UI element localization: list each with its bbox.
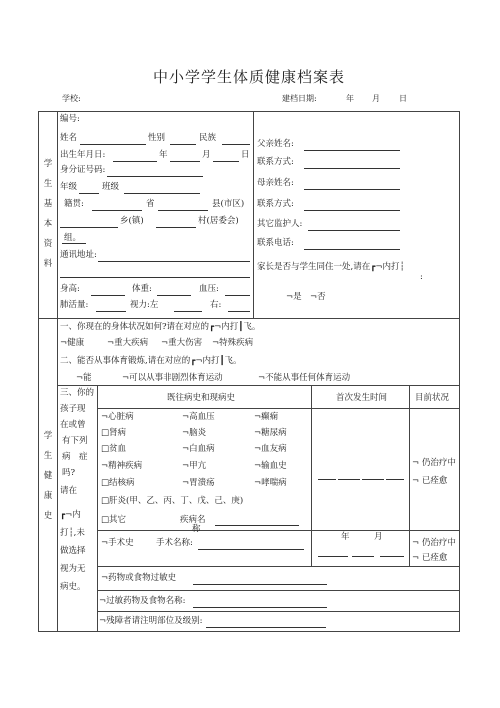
archive-date-label: 建档日期: — [282, 94, 317, 103]
disease-name-label: 疾病名 — [180, 515, 206, 525]
disease-tuberculosis-checkbox[interactable]: □结核病 — [101, 478, 135, 488]
vision-left-field[interactable] — [174, 311, 202, 312]
disease-anemia-checkbox[interactable]: □贫血 — [101, 444, 127, 454]
disease-gastric-ulcer-checkbox[interactable]: ¬胃溃疡 — [182, 478, 215, 488]
lung-capacity-label: 肺活量: — [60, 300, 89, 310]
surgery-name-label: 手术名称: — [156, 538, 193, 548]
village-label: 村(居委会) — [198, 216, 239, 226]
vision-right-label: 右: — [210, 300, 222, 310]
q1-healthy-checkbox[interactable]: ¬健康 — [60, 338, 85, 348]
cohabit-yes-checkbox[interactable]: ¬是 — [286, 292, 302, 302]
surgery-under-treatment-checkbox[interactable]: ¬ 仍治疗中 — [412, 538, 456, 548]
surgery-recovered-checkbox[interactable]: ¬ 已痊愈 — [412, 553, 448, 563]
class-field[interactable] — [124, 193, 200, 194]
disease-name-label-2: 称 — [192, 524, 201, 534]
id-field[interactable] — [107, 176, 203, 177]
bp-field[interactable] — [225, 295, 250, 296]
disease-encephalitis-checkbox[interactable]: ¬脑炎 — [182, 428, 207, 438]
disease-name-field[interactable] — [215, 525, 299, 526]
disease-hemophilia-checkbox[interactable]: ¬血友病 — [254, 444, 287, 454]
ethnicity-field[interactable] — [222, 144, 250, 145]
mother-name-field[interactable] — [304, 189, 400, 190]
gender-field[interactable] — [170, 144, 196, 145]
grade-field[interactable] — [79, 193, 99, 194]
health-history-section-label: 学生健康史 — [43, 431, 53, 521]
address-label: 通讯地址: — [60, 250, 97, 260]
disease-diabetes-checkbox[interactable]: ¬糖尿病 — [254, 428, 287, 438]
province-field[interactable] — [92, 210, 142, 211]
disability-label: ¬残障者请注明部位及级别: — [99, 616, 203, 626]
surgery-month-field[interactable] — [352, 556, 374, 557]
serial-label: 编号: — [60, 114, 80, 124]
origin-label: 籍贯: — [64, 199, 84, 209]
guardian-phone-field[interactable] — [304, 249, 400, 250]
q1-major-injury-checkbox[interactable]: ¬重大伤害 — [161, 338, 203, 348]
allergy-names-label: ¬过敏药物及食物名称: — [99, 596, 186, 606]
q1-major-illness-checkbox[interactable]: ¬重大疾病 — [107, 338, 149, 348]
disease-transfusion-checkbox[interactable]: ¬输血史 — [254, 461, 287, 471]
gender-label: 性别 — [148, 133, 166, 143]
guardian-field[interactable] — [308, 230, 400, 231]
id-label: 身分证号码: — [60, 165, 106, 175]
address-field-line2[interactable] — [60, 277, 250, 278]
status-under-treatment-checkbox[interactable]: ¬ 仍治疗中 — [412, 458, 456, 468]
q2-cannot-checkbox[interactable]: ¬不能从事任何体育运动 — [258, 373, 351, 383]
disease-other-checkbox[interactable]: □其它 — [101, 515, 127, 525]
county-field[interactable] — [158, 210, 208, 211]
birth-month-field[interactable] — [170, 161, 200, 162]
mother-name-label: 母亲姓名: — [257, 178, 294, 188]
surgery-day-field[interactable] — [380, 556, 404, 557]
disease-asthma-checkbox[interactable]: ¬哮喘病 — [254, 478, 287, 488]
cohabit-no-checkbox[interactable]: ¬否 — [310, 292, 326, 302]
father-name-field[interactable] — [304, 150, 400, 151]
onset-day-field[interactable] — [362, 479, 384, 480]
birth-year: 年 — [159, 150, 168, 160]
birth-day-field[interactable] — [213, 161, 239, 162]
lung-capacity-field[interactable] — [96, 311, 126, 312]
weight-label: 体重: — [132, 284, 152, 294]
allergy-history-checkbox[interactable]: ¬药物或食物过敏史 — [101, 573, 177, 583]
school-label: 学校: — [62, 94, 81, 103]
archive-year: 年 — [346, 94, 354, 103]
guardian-phone-label: 联系电话: — [257, 238, 294, 248]
county-label: 县(市区) — [212, 199, 245, 209]
disease-kidney-checkbox[interactable]: □肾病 — [101, 428, 127, 438]
q1-body-status: 一、你现在的身体状况如何?请在对应的┏¬内打┃飞。 — [60, 322, 261, 332]
col-header-disease-history: 既往病史和现病史 — [167, 393, 236, 403]
guardian-label: 其它监护人: — [257, 219, 303, 229]
col-header-current-status: 目前状况 — [415, 393, 450, 403]
archive-month: 月 — [372, 94, 380, 103]
surgery-name-field[interactable] — [198, 549, 304, 550]
q2-non-strenuous-checkbox[interactable]: ¬可以从事非剧烈体育运动 — [122, 373, 223, 383]
status-recovered-checkbox[interactable]: ¬ 已痊愈 — [412, 476, 448, 486]
weight-field[interactable] — [157, 295, 191, 296]
allergy-names-field[interactable] — [193, 607, 327, 608]
father-contact-label: 联系方式: — [257, 157, 294, 167]
disease-leukemia-checkbox[interactable]: ¬白血病 — [182, 444, 215, 454]
disease-mental-checkbox[interactable]: ¬精神疾病 — [101, 461, 143, 471]
height-field[interactable] — [91, 295, 125, 296]
q1-special-disease-checkbox[interactable]: ¬特殊疾病 — [212, 338, 254, 348]
mother-contact-field[interactable] — [304, 210, 400, 211]
father-contact-field[interactable] — [304, 168, 400, 169]
q2-can-checkbox[interactable]: ¬能 — [76, 373, 92, 383]
village-field[interactable] — [156, 227, 196, 228]
birth-year-field[interactable] — [113, 161, 157, 162]
allergy-history-field[interactable] — [193, 584, 327, 585]
cohabit-colon: : — [420, 272, 423, 282]
town-field[interactable] — [60, 227, 118, 228]
town-label: 乡(镇) — [120, 216, 144, 226]
birth-month: 月 — [202, 150, 211, 160]
onset-year-field[interactable] — [318, 479, 336, 480]
disease-heart-checkbox[interactable]: ¬心脏病 — [101, 412, 134, 422]
birth-day: 日 — [241, 150, 250, 160]
disability-field[interactable] — [206, 627, 326, 628]
ethnicity-label: 民族 — [199, 133, 217, 143]
page-title: 中小学学生体质健康档案表 — [153, 68, 346, 86]
surgery-year: 年 — [341, 532, 350, 542]
onset-month-field[interactable] — [338, 479, 360, 480]
disease-epilepsy-checkbox[interactable]: ¬癫痫 — [254, 412, 279, 422]
group-label: 组。 — [64, 233, 82, 243]
mother-contact-label: 联系方式: — [257, 199, 294, 209]
class-label: 班级 — [102, 182, 120, 192]
father-name-label: 父亲姓名: — [257, 139, 294, 149]
surgery-year-field[interactable] — [318, 556, 348, 557]
birth-label: 出生年月日: — [60, 150, 106, 160]
onset-extra-field[interactable] — [386, 479, 404, 480]
name-field[interactable] — [80, 144, 146, 145]
q2-exercise: 二、能否从事体育锻炼,请在对应的┏¬内打┃飞。 — [60, 356, 242, 366]
province-label: 省 — [146, 199, 155, 209]
disease-hepatitis-checkbox[interactable]: □肝炎(甲、乙、丙、丁、戊、己、庚) — [101, 496, 244, 506]
height-label: 身高: — [60, 284, 80, 294]
col-header-first-onset: 首次发生时间 — [336, 393, 388, 403]
grade-label: 年级 — [60, 182, 78, 192]
vision-right-field[interactable] — [228, 311, 250, 312]
surgery-history-checkbox[interactable]: ¬手术史 — [101, 538, 134, 548]
archive-day: 日 — [399, 94, 407, 103]
disease-hypertension-checkbox[interactable]: ¬高血压 — [182, 412, 215, 422]
address-field[interactable] — [98, 261, 250, 262]
vision-left-label: 视力:左 — [130, 300, 159, 310]
cohabit-question: 家长是否与学生同住一处,请在┏¬内打┆ — [257, 262, 405, 272]
bp-label: 血压: — [199, 284, 219, 294]
surgery-month: 月 — [374, 532, 383, 542]
basic-info-section-label: 学生基本资料 — [43, 159, 53, 269]
disease-hyperthyroid-checkbox[interactable]: ¬甲亢 — [182, 461, 207, 471]
name-label: 姓名 — [60, 133, 78, 143]
